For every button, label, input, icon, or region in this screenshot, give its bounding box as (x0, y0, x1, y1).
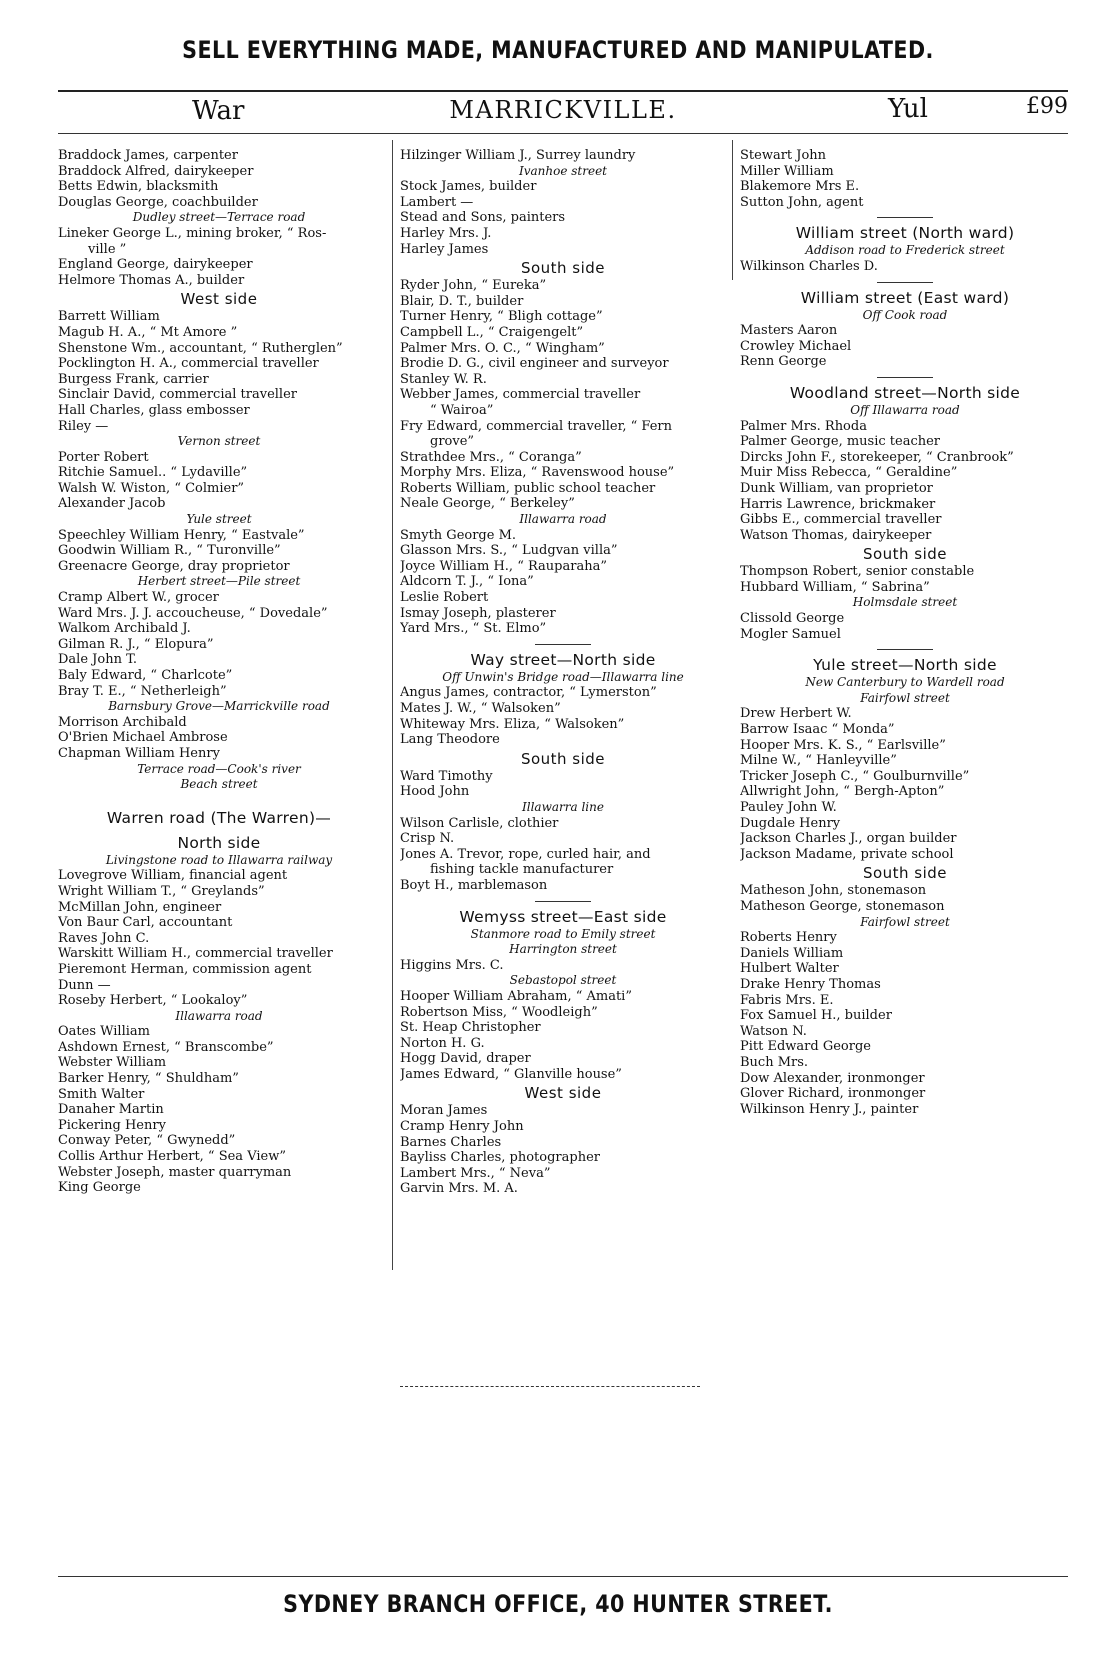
section-rule (877, 217, 933, 218)
directory-entry: Stanley W. R. (400, 371, 487, 387)
directory-entry: Barrow Isaac “ Monda” (740, 722, 895, 738)
directory-entry: Neale George, “ Berkeley” (400, 496, 575, 512)
directory-entry: Dale John T. (58, 652, 137, 668)
directory-entry: Fry Edward, commercial traveller, “ Fern (400, 418, 673, 434)
directory-entry: Aldcorn T. J., “ Iona” (400, 574, 534, 590)
directory-entry: Speechley William Henry, “ Eastvale” (58, 527, 305, 543)
directory-entry: Drake Henry Thomas (740, 976, 881, 992)
directory-entry: Barnes Charles (400, 1134, 502, 1150)
directory-entry: Burgess Frank, carrier (58, 371, 209, 387)
cross-street-label: Terrace road—Cook's river (137, 761, 301, 776)
directory-entry: Sutton John, agent (740, 194, 864, 210)
directory-entry: Barrett William (58, 309, 160, 325)
directory-entry: Bayliss Charles, photographer (400, 1150, 600, 1166)
directory-entry: Greenacre George, dray proprietor (58, 558, 290, 574)
top-banner: SELL EVERYTHING MADE, MANUFACTURED AND MANIPULATED. (182, 36, 934, 64)
directory-entry: Morrison Archibald (58, 714, 187, 730)
directory-entry: Hubbard William, “ Sabrina” (740, 579, 930, 595)
header-top-rule (58, 90, 1068, 92)
page-header (58, 94, 1068, 130)
directory-entry: Crisp N. (400, 831, 455, 847)
directory-entry: McMillan John, engineer (58, 899, 222, 915)
cross-street-label: Barnsbury Grove—Marrickville road (108, 699, 330, 714)
directory-entry: Hood John (400, 784, 470, 800)
directory-entry: Oates William (58, 1024, 150, 1040)
directory-entry: Helmore Thomas A., builder (58, 272, 245, 288)
directory-entry: Masters Aaron (740, 323, 838, 339)
directory-entry: Pitt Edward George (740, 1039, 871, 1055)
directory-entry: Magub H. A., “ Mt Amore ” (58, 324, 238, 340)
directory-entry: Brodie D. G., civil engineer and surveyor (400, 356, 669, 372)
directory-entry: Pickering Henry (58, 1117, 166, 1133)
cross-street-label: Dudley street—Terrace road (132, 210, 306, 225)
directory-entry: Joyce William H., “ Rauparaha” (400, 558, 607, 574)
cross-street-label: Yule street (186, 512, 252, 527)
section-rule (535, 644, 591, 645)
directory-entry: Buch Mrs. (740, 1054, 809, 1070)
directory-entry: Jackson Charles J., organ builder (740, 831, 957, 847)
directory-entry: Dunn — (58, 977, 111, 993)
directory-entry: Jackson Madame, private school (740, 846, 954, 862)
directory-entry: Walkom Archibald J. (58, 621, 191, 637)
directory-entry: Leslie Robert (400, 590, 489, 606)
street-heading: William street (East ward) (800, 288, 1010, 307)
directory-entry: Matheson John, stonemason (740, 883, 927, 899)
section-rule (877, 377, 933, 378)
directory-entry: Bray T. E., “ Netherleigh” (58, 683, 227, 699)
directory-entry: Webster William (58, 1055, 167, 1071)
directory-entry: Stock James, builder (400, 179, 537, 195)
directory-entry: Watson Thomas, dairykeeper (740, 527, 932, 543)
directory-entry: Blair, D. T., builder (400, 293, 524, 309)
directory-entry: Renn George (740, 354, 827, 370)
directory-entry: Higgins Mrs. C. (400, 957, 504, 973)
directory-entry: Roberts William, public school teacher (400, 480, 656, 496)
directory-entry: Lambert — (400, 194, 474, 210)
directory-column-2 (400, 148, 726, 1197)
cross-street-label: Illawarra line (522, 799, 604, 814)
directory-entry: Wilson Carlisle, clothier (400, 815, 559, 831)
directory-entry: Ryder John, “ Eureka” (400, 278, 547, 294)
side-heading: South side (862, 545, 948, 564)
header-bottom-rule (58, 133, 1068, 134)
directory-entry: Baly Edward, “ Charlcote” (58, 668, 233, 683)
directory-entry: James Edward, “ Glanville house” (400, 1066, 622, 1082)
directory-entry: Daniels William (740, 945, 844, 961)
column-divider (392, 140, 393, 1270)
street-heading: Woodland street—North side (789, 383, 1021, 402)
directory-entry: Harris Lawrence, brickmaker (740, 496, 936, 512)
directory-entry: Boyt H., marblemason (400, 877, 548, 893)
directory-entry: Clissold George (740, 611, 845, 627)
page-number: £99 (1026, 94, 1068, 119)
directory-entry: Thompson Robert, senior constable (740, 564, 975, 580)
directory-entry: Betts Edwin, blacksmith (58, 179, 219, 195)
directory-entry: Mogler Samuel (740, 626, 841, 642)
directory-entry: Braddock James, carpenter (58, 148, 238, 163)
directory-entry: Smith Walter (58, 1086, 145, 1102)
cross-street-label: Stanmore road to Emily street (470, 926, 656, 941)
column-divider (732, 140, 733, 280)
directory-entry: St. Heap Christopher (400, 1020, 541, 1036)
directory-entry: Hall Charles, glass embosser (58, 402, 250, 418)
side-heading: West side (180, 290, 258, 309)
directory-entry: Braddock Alfred, dairykeeper (58, 163, 254, 179)
directory-entry: Palmer George, music teacher (740, 434, 941, 450)
directory-entry: Glover Richard, ironmonger (740, 1086, 926, 1102)
directory-entry: Yard Mrs., “ St. Elmo” (400, 621, 547, 637)
side-heading: South side (520, 749, 606, 768)
directory-entry: Hooper William Abraham, “ Amati” (400, 988, 632, 1004)
directory-entry: Palmer Mrs. Rhoda (740, 418, 867, 434)
cross-street-label: Ivanhoe street (518, 163, 607, 178)
directory-entry: Campbell L., “ Craigengelt” (400, 324, 584, 340)
directory-entry: Ward Mrs. J. J. accoucheuse, “ Dovedale” (58, 605, 328, 621)
directory-entry: Garvin Mrs. M. A. (400, 1181, 518, 1197)
side-heading: South side (862, 864, 948, 883)
directory-entry: Glasson Mrs. S., “ Ludgvan villa” (400, 543, 618, 559)
cross-street-label: Illawarra road (175, 1008, 263, 1023)
directory-entry: Riley — (58, 418, 109, 434)
directory-entry: Strathdee Mrs., “ Coranga” (400, 449, 582, 465)
directory-entry: Collis Arthur Herbert, “ Sea View” (58, 1149, 286, 1165)
directory-entry: Harley James (400, 241, 489, 257)
bottom-banner: SYDNEY BRANCH OFFICE, 40 HUNTER STREET. (283, 1590, 833, 1618)
directory-entry: Raves John C. (58, 930, 150, 946)
directory-entry: Wilkinson Charles D. (740, 258, 878, 274)
street-heading: Way street—North side (470, 650, 656, 669)
cross-street-label: Addison road to Frederick street (805, 243, 1005, 258)
cross-street-label: Holmsdale street (852, 595, 958, 610)
directory-entry: Webber James, commercial traveller (400, 387, 641, 403)
directory-entry: Hogg David, draper (400, 1051, 531, 1067)
directory-entry: Milne W., “ Hanleyville” (740, 753, 897, 769)
cross-street-label: Off Cook road (862, 307, 948, 322)
directory-entry: Pauley John W. (740, 800, 837, 815)
directory-entry: Stead and Sons, painters (400, 210, 566, 226)
street-heading: Warren road (The Warren)— (106, 808, 332, 827)
directory-entry: Ward Timothy (400, 768, 493, 784)
directory-entry: Hilzinger William J., Surrey laundry (400, 148, 636, 163)
directory-entry: Robertson Miss, “ Woodleigh” (400, 1004, 598, 1020)
directory-column-3 (740, 148, 1070, 1117)
directory-entry: Sinclair David, commercial traveller (58, 387, 297, 403)
cross-street-label: Harrington street (509, 942, 617, 957)
directory-entry: Webster Joseph, master quarryman (58, 1164, 292, 1180)
directory-entry: Allwright John, “ Bergh-Apton” (740, 784, 945, 800)
directory-entry: Danaher Martin (58, 1102, 164, 1118)
section-rule (877, 649, 933, 650)
directory-entry: Whiteway Mrs. Eliza, “ Walsoken” (400, 716, 625, 732)
directory-entry: Jones A. Trevor, rope, curled hair, and (400, 846, 651, 862)
directory-entry: Turner Henry, “ Bligh cottage” (400, 309, 603, 325)
directory-entry: England George, dairykeeper (58, 257, 253, 273)
cross-street-label: New Canterbury to Wardell road (805, 675, 1005, 690)
directory-entry: Roseby Herbert, “ Lookaloy” (58, 993, 248, 1009)
directory-entry: Dow Alexander, ironmonger (740, 1070, 925, 1086)
directory-entry: Palmer Mrs. O. C., “ Wingham” (400, 340, 605, 356)
cross-street-label: Off Illawarra road (850, 402, 960, 417)
directory-entry: Barker Henry, “ Shuldham” (58, 1071, 239, 1087)
directory-entry: Goodwin William R., “ Turonville” (58, 543, 281, 559)
directory-entry: Porter Robert (58, 449, 149, 465)
directory-entry: Hulbert Walter (740, 961, 839, 977)
street-heading: William street (North ward) (795, 224, 1015, 243)
directory-entry: Watson N. (740, 1023, 807, 1039)
cross-street-label: Fairfowl street (860, 914, 950, 929)
entry-continuation: fishing tackle manufacturer (430, 862, 614, 878)
directory-entry: Ismay Joseph, plasterer (400, 605, 556, 621)
directory-entry: Mates J. W., “ Walsoken” (400, 701, 561, 716)
directory-entry: Ritchie Samuel.. “ Lydaville” (58, 465, 248, 481)
cross-street-label: Off Unwin's Bridge road—Illawarra line (442, 669, 684, 684)
side-heading: West side (524, 1084, 602, 1103)
cross-street-label: Sebastopol street (509, 973, 617, 988)
directory-entry: Lineker George L., mining broker, “ Ros- (58, 225, 327, 241)
directory-entry: Stewart John (740, 148, 827, 163)
directory-entry: Shenstone Wm., accountant, “ Rutherglen” (58, 340, 343, 356)
directory-entry: Fabris Mrs. E. (740, 992, 834, 1008)
directory-entry: Lambert Mrs., “ Neva” (400, 1165, 551, 1181)
entry-continuation: grove” (430, 434, 475, 450)
directory-entry: Drew Herbert W. (740, 706, 852, 722)
directory-entry: Moran James (400, 1103, 488, 1119)
directory-entry: Gilman R. J., “ Elopura” (58, 636, 214, 652)
directory-entry: Fox Samuel H., builder (740, 1008, 892, 1024)
directory-entry: Cramp Albert W., grocer (58, 590, 219, 606)
directory-entry: Hooper Mrs. K. S., “ Earlsville” (740, 737, 946, 753)
street-heading: North side (177, 833, 261, 852)
directory-entry: Von Baur Carl, accountant (58, 915, 233, 931)
directory-entry: Pocklington H. A., commercial traveller (58, 356, 319, 372)
cross-street-label: Illawarra road (519, 512, 607, 527)
cross-street-label: Beach street (180, 777, 258, 792)
directory-entry: Wright William T., “ Greylands” (58, 883, 265, 899)
directory-entry: Morphy Mrs. Eliza, “ Ravenswood house” (400, 465, 675, 481)
directory-entry: Miller William (740, 163, 834, 179)
footer-rule (58, 1576, 1068, 1577)
directory-entry: King George (58, 1180, 141, 1196)
directory-entry: Smyth George M. (400, 527, 517, 543)
header-range-end: Yul (888, 94, 928, 124)
directory-entry: Pieremont Herman, commission agent (58, 961, 312, 977)
directory-entry: Ashdown Ernest, “ Branscombe” (58, 1039, 274, 1055)
directory-entry: Blakemore Mrs E. (740, 179, 860, 195)
cross-street-label: Herbert street—Pile street (137, 574, 301, 589)
directory-entry: Dircks John F., storekeeper, “ Cranbrook” (740, 449, 1014, 465)
entry-continuation: ville ” (88, 241, 127, 257)
directory-entry: Lang Theodore (400, 732, 500, 748)
directory-entry: Muir Miss Rebecca, “ Geraldine” (740, 465, 958, 481)
cross-street-label: Vernon street (177, 434, 261, 449)
street-heading: Wemyss street—East side (459, 907, 667, 926)
directory-entry: Warskitt William H., commercial traveller (58, 946, 333, 962)
directory-entry: Norton H. G. (400, 1035, 485, 1051)
directory-entry: Alexander Jacob (58, 496, 166, 512)
street-heading: Yule street—North side (813, 656, 997, 675)
section-gap (58, 793, 380, 803)
directory-entry: Douglas George, coachbuilder (58, 194, 258, 210)
directory-entry: Angus James, contractor, “ Lymerston” (400, 685, 657, 701)
directory-entry: Roberts Henry (740, 930, 837, 946)
directory-entry: Wilkinson Henry J., painter (740, 1101, 919, 1117)
directory-entry: Tricker Joseph C., “ Goulburnville” (740, 768, 970, 784)
directory-entry: Cramp Henry John (400, 1119, 524, 1135)
directory-entry: Dugdale Henry (740, 815, 841, 831)
section-rule (877, 282, 933, 283)
directory-entry: Conway Peter, “ Gwynedd” (58, 1133, 236, 1149)
directory-entry: Walsh W. Wiston, “ Colmier” (58, 480, 245, 496)
directory-entry: O'Brien Michael Ambrose (58, 730, 228, 746)
section-rule (535, 901, 591, 902)
directory-entry: Chapman William Henry (58, 745, 220, 761)
end-rule (400, 1386, 700, 1387)
directory-entry: Crowley Michael (740, 338, 852, 354)
directory-entry: Dunk William, van proprietor (740, 480, 933, 496)
header-range-start: War (192, 96, 245, 126)
directory-entry: Matheson George, stonemason (740, 898, 945, 914)
cross-street-label: Fairfowl street (860, 690, 950, 705)
page-title: MARRICKVILLE. (449, 96, 677, 124)
side-heading: South side (520, 259, 606, 278)
cross-street-label: Livingstone road to Illawarra railway (105, 852, 333, 867)
directory-entry: Harley Mrs. J. (400, 225, 492, 241)
entry-continuation: “ Wairoa” (430, 402, 494, 418)
directory-entry: Gibbs E., commercial traveller (740, 512, 942, 528)
directory-entry: Lovegrove William, financial agent (58, 868, 288, 884)
directory-column-1 (58, 148, 380, 1196)
